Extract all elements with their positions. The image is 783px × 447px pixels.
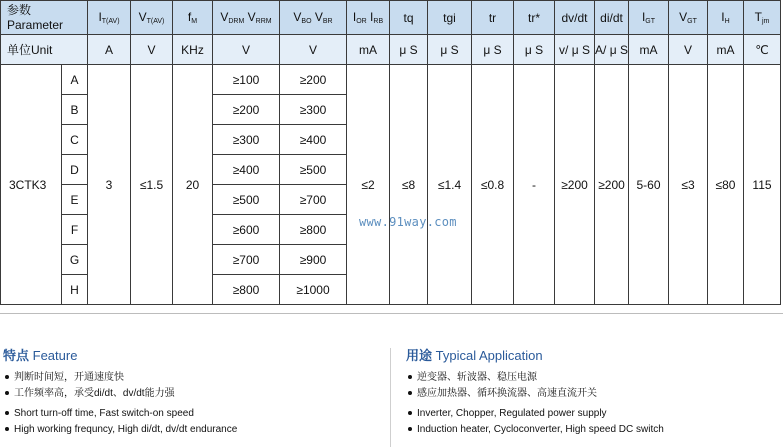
unit-cell: ℃: [744, 35, 781, 65]
unit-cell: V: [280, 35, 347, 65]
header-symbol: I: [366, 10, 374, 24]
vbo-cell: ≥900: [280, 245, 347, 275]
bullet-icon: [408, 375, 412, 379]
feature-item-text: Short turn-off time, Fast switch-on speed: [14, 408, 194, 419]
header-symbol: V: [311, 10, 323, 24]
vdrm-cell: ≥400: [213, 155, 280, 185]
unit-cell: mA: [708, 35, 744, 65]
feature-title: [3, 348, 383, 364]
column-header: [131, 1, 173, 35]
unit-cell: mA: [347, 35, 390, 65]
header-symbol: tr: [488, 10, 497, 25]
header-subscript: jm: [761, 18, 770, 25]
header-symbol: tr*: [528, 10, 540, 25]
value-cell-tq: ≤8: [390, 65, 428, 305]
vdrm-cell: ≥600: [213, 215, 280, 245]
value-cell-tjm: 115: [744, 65, 781, 305]
value-cell-fm: 20: [173, 65, 213, 305]
unit-cell: V: [669, 35, 708, 65]
vbo-cell: ≥500: [280, 155, 347, 185]
header-subscript: BR: [322, 18, 333, 25]
value-cell-vgt: ≤3: [669, 65, 708, 305]
header-subscript: M: [191, 18, 198, 25]
header-symbol: tq: [403, 10, 414, 25]
vbo-cell: ≥1000: [280, 275, 347, 305]
header-symbol: V: [220, 10, 229, 24]
bullet-icon: [5, 375, 9, 379]
column-header: [514, 1, 555, 35]
header-subscript: OR: [356, 18, 367, 25]
feature-title-en: Feature: [29, 348, 78, 363]
feature-item-text: 工作频率高，承受di/dt、dv/dt能力强: [14, 388, 175, 399]
param-label-cn: 参数: [7, 2, 32, 17]
header-symbol: tgi: [443, 10, 456, 25]
column-header: [629, 1, 669, 35]
header-subscript: RRM: [255, 18, 272, 25]
grade-cell: D: [62, 155, 88, 185]
header-symbol: V: [244, 10, 256, 24]
section-divider-line: [0, 313, 783, 314]
header-symbol: V: [679, 10, 688, 24]
column-header: [744, 1, 781, 35]
header-symbol: V: [138, 10, 147, 24]
column-header: [595, 1, 629, 35]
vdrm-cell: ≥100: [213, 65, 280, 95]
header-symbol: dv/dt: [561, 10, 588, 25]
grade-cell: H: [62, 275, 88, 305]
bullet-icon: [5, 411, 9, 415]
vbo-cell: ≥400: [280, 125, 347, 155]
value-cell-didt: ≥200: [595, 65, 629, 305]
header-symbol: I: [721, 10, 725, 24]
column-header: [390, 1, 428, 35]
vbo-cell: ≥800: [280, 215, 347, 245]
application-item: [406, 406, 782, 422]
application-list: [406, 370, 782, 438]
column-header: [428, 1, 472, 35]
value-cell-tr: ≤0.8: [472, 65, 514, 305]
header-symbol: I: [98, 10, 102, 24]
application-item: [406, 370, 782, 386]
unit-cell: v/ μ S: [555, 35, 595, 65]
header-row: [1, 1, 781, 35]
bullet-icon: [408, 427, 412, 431]
feature-item-text: High working frequncy, High di/dt, dv/dt endurance: [14, 424, 238, 435]
application-section: [406, 348, 782, 438]
header-subscript: H: [724, 18, 730, 25]
column-header: [213, 1, 280, 35]
feature-title-cn: 特点: [3, 348, 30, 363]
feature-section: [3, 348, 383, 438]
value-cell-ior: ≤2: [347, 65, 390, 305]
header-symbol: T: [754, 10, 762, 24]
grade-cell: F: [62, 215, 88, 245]
column-header: [347, 1, 390, 35]
unit-cell: μ S: [472, 35, 514, 65]
grade-cell: E: [62, 185, 88, 215]
grade-cell: G: [62, 245, 88, 275]
unit-cell: μ S: [390, 35, 428, 65]
column-header: [472, 1, 514, 35]
application-item: [406, 386, 782, 402]
unit-cell: A: [88, 35, 131, 65]
column-divider-line: [390, 348, 391, 447]
table-row: [1, 65, 781, 95]
feature-item: [3, 406, 383, 422]
vbo-cell: ≥700: [280, 185, 347, 215]
vdrm-cell: ≥700: [213, 245, 280, 275]
grade-cell: C: [62, 125, 88, 155]
feature-item: [3, 386, 383, 402]
bullet-icon: [408, 411, 412, 415]
unit-cell: μ S: [428, 35, 472, 65]
header-symbol: V: [293, 10, 302, 24]
feature-list: [3, 370, 383, 438]
column-header: [88, 1, 131, 35]
value-cell-dvdt: ≥200: [555, 65, 595, 305]
feature-item-text: 判断时间短，开通速度快: [14, 372, 124, 383]
column-header: [708, 1, 744, 35]
param-header-cell: [1, 1, 88, 35]
column-header: [669, 1, 708, 35]
unit-cell: mA: [629, 35, 669, 65]
unit-label-cell: 单位Unit: [1, 35, 88, 65]
bullet-icon: [5, 391, 9, 395]
watermark-text: www.91way.com: [359, 215, 457, 229]
vdrm-cell: ≥800: [213, 275, 280, 305]
header-subscript: GT: [645, 18, 656, 25]
header-subscript: DRM: [228, 18, 245, 25]
header-subscript: RB: [373, 18, 384, 25]
header-symbol: f: [187, 10, 192, 24]
unit-cell: μ S: [514, 35, 555, 65]
application-item-text: 感应加热器、循环换流器、高速直流开关: [417, 388, 597, 399]
header-symbol: I: [352, 10, 357, 24]
column-header: [555, 1, 595, 35]
application-item-text: Induction heater, Cycloconverter, High speed DC switch: [417, 424, 664, 435]
application-item: [406, 422, 782, 438]
header-subscript: T(AV): [146, 18, 165, 25]
application-title-cn: 用途: [406, 348, 433, 363]
feature-item: [3, 422, 383, 438]
column-header: [173, 1, 213, 35]
value-cell-ih: ≤80: [708, 65, 744, 305]
param-label-en: Parameter: [7, 17, 64, 32]
grade-cell: A: [62, 65, 88, 95]
unit-cell: V: [131, 35, 173, 65]
model-cell: 3CTK3: [1, 65, 62, 305]
header-symbol: I: [641, 10, 646, 24]
column-header: [280, 1, 347, 35]
vdrm-cell: ≥500: [213, 185, 280, 215]
header-subscript: GT: [687, 18, 697, 25]
value-cell-vt: ≤1.5: [131, 65, 173, 305]
application-item-text: 逆变器、斩波器、稳压电源: [417, 372, 537, 383]
vbo-cell: ≥300: [280, 95, 347, 125]
unit-cell: V: [213, 35, 280, 65]
value-cell-tgi: ≤1.4: [428, 65, 472, 305]
grade-cell: B: [62, 95, 88, 125]
header-subscript: BO: [301, 18, 312, 25]
unit-cell: A/ μ S: [595, 35, 629, 65]
feature-item: [3, 370, 383, 386]
value-cell-trs: -: [514, 65, 555, 305]
value-cell-it: 3: [88, 65, 131, 305]
unit-cell: KHz: [173, 35, 213, 65]
vdrm-cell: ≥200: [213, 95, 280, 125]
application-item-text: Inverter, Chopper, Regulated power supply: [417, 408, 607, 419]
unit-row: [1, 35, 781, 65]
application-title-en: Typical Application: [432, 348, 543, 363]
header-symbol: di/dt: [600, 10, 623, 25]
vdrm-cell: ≥300: [213, 125, 280, 155]
header-subscript: T(AV): [101, 18, 120, 25]
application-title: [406, 348, 782, 364]
vbo-cell: ≥200: [280, 65, 347, 95]
bullet-icon: [5, 427, 9, 431]
bullet-icon: [408, 391, 412, 395]
value-cell-igt: 5-60: [629, 65, 669, 305]
